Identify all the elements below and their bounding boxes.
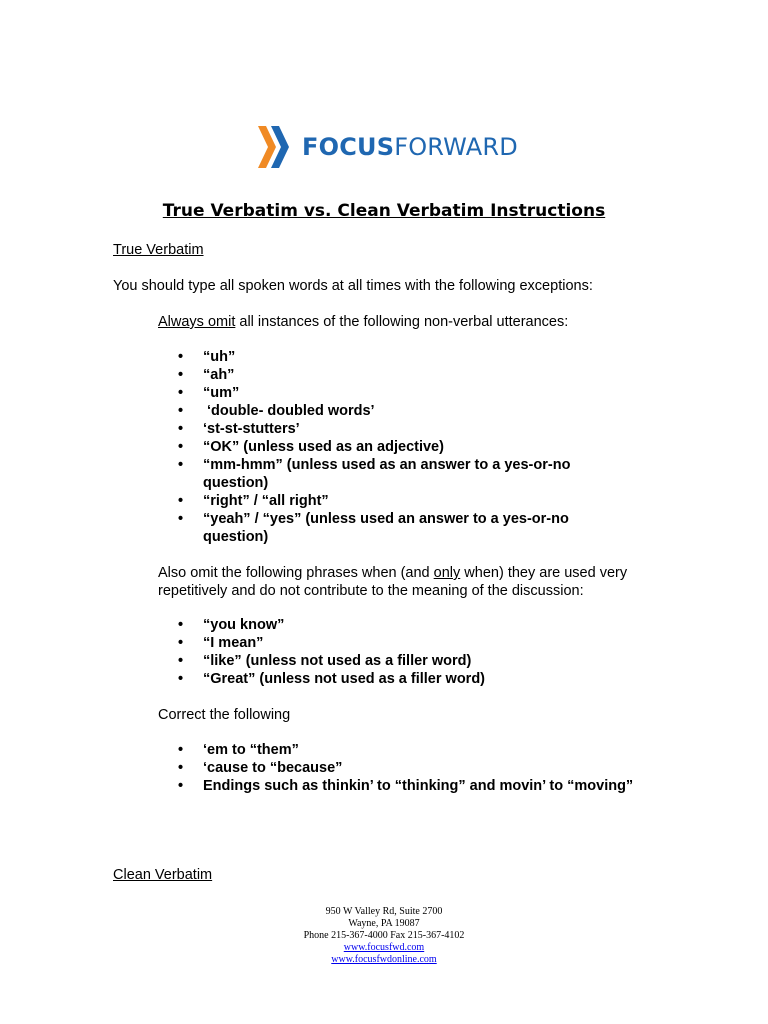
- list-item: • ‘cause to “because”: [158, 759, 678, 777]
- list-item: • ‘em to “them”: [158, 741, 678, 759]
- also-omit-paragraph: [158, 564, 658, 600]
- list-item: • “um”: [158, 384, 628, 402]
- also-omit-text-start: Also omit the following phrases when (and: [158, 565, 434, 581]
- list-item: • “yeah” / “yes” (unless used an answer to a yes-or-no question): [158, 510, 628, 546]
- footer-address-line1: 950 W Valley Rd, Suite 2700: [325, 906, 443, 917]
- section-heading-true-verbatim: True Verbatim: [113, 242, 204, 258]
- footer: [0, 906, 768, 966]
- list-item: • “OK” (unless used as an adjective): [158, 438, 628, 456]
- page-title: True Verbatim vs. Clean Verbatim Instructions: [162, 201, 606, 221]
- only-emphasis: only: [433, 565, 461, 581]
- list-item: • Endings such as thinkin’ to “thinking” and movin’ to “moving”: [158, 777, 678, 795]
- list-item: • ‘st-st-stutters’: [158, 420, 628, 438]
- footer-link-focusfwd[interactable]: www.focusfwd.com: [343, 942, 425, 953]
- list-item: • “you know”: [158, 616, 658, 634]
- always-omit-label: Always omit: [158, 314, 236, 330]
- footer-phone: Phone 215-367-4000 Fax 215-367-4102: [303, 930, 465, 941]
- omit-description: all instances of the following non-verbal utterances:: [235, 314, 569, 330]
- chevrons-icon: [258, 124, 294, 170]
- list-item: • “uh”: [158, 348, 628, 366]
- intro-paragraph: You should type all spoken words at all times with the following exceptions:: [113, 278, 593, 294]
- list-item: • ‘double- doubled words’: [158, 402, 628, 420]
- logo-wordmark: FOCUSFORWARD: [302, 133, 518, 161]
- footer-link-focusfwdonline[interactable]: www.focusfwdonline.com: [331, 954, 437, 965]
- also-omit-text-end: when) they are used very repetitively and do not contribute to the meaning of the discussion:: [158, 565, 628, 599]
- list-item: • “like” (unless not used as a filler word): [158, 652, 658, 670]
- phrases-list: [158, 616, 658, 688]
- list-item: • “mm-hmm” (unless used as an answer to a yes-or-no question): [158, 456, 628, 492]
- correct-label: Correct the following: [158, 707, 291, 723]
- section-heading-clean-verbatim: Clean Verbatim: [113, 867, 213, 883]
- list-item: • “Great” (unless not used as a filler word): [158, 670, 658, 688]
- footer-address-line2: Wayne, PA 19087: [348, 918, 420, 929]
- omit-list: [158, 348, 628, 546]
- list-item: • “right” / “all right”: [158, 492, 628, 510]
- list-item: • “ah”: [158, 366, 628, 384]
- correct-list: [158, 741, 678, 795]
- omit-paragraph: [158, 313, 678, 331]
- company-logo: [258, 124, 518, 170]
- list-item: • “I mean”: [158, 634, 658, 652]
